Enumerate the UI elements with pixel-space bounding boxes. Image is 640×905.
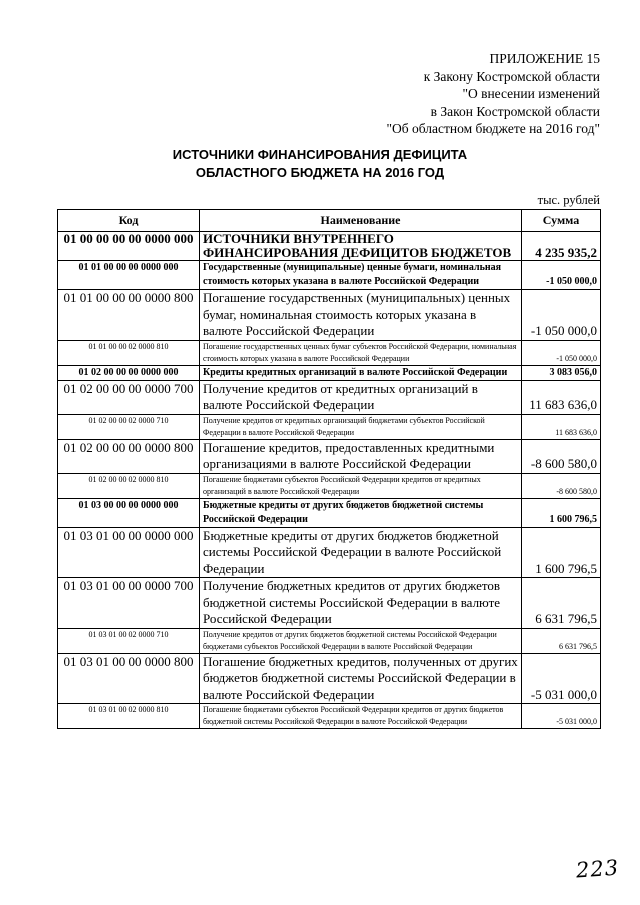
row-sum: 6 631 796,5 [522, 628, 601, 653]
appendix-block [387, 50, 601, 138]
table-row [58, 261, 601, 290]
row-code: 01 03 01 00 00 0000 000 [58, 527, 200, 578]
header-name: Наименование [200, 210, 522, 232]
document-title [0, 146, 640, 182]
appendix-line: ПРИЛОЖЕНИЕ 15 [489, 51, 600, 66]
table-row [58, 527, 601, 578]
row-sum: -8 600 580,0 [522, 439, 601, 473]
table-row [58, 232, 601, 261]
row-name: Погашение государственных (муниципальных) ценных бумаг, номинальная стоимость которых указана в валюте Российской Федерации [200, 290, 522, 341]
row-sum: -8 600 580,0 [522, 473, 601, 498]
row-code: 01 01 00 00 00 0000 800 [58, 290, 200, 341]
table-row [58, 704, 601, 729]
table-row [58, 653, 601, 704]
appendix-line: в Закон Костромской области [430, 103, 600, 119]
table-header-row [58, 210, 601, 232]
row-sum: -5 031 000,0 [522, 653, 601, 704]
row-name: Государственные (муниципальные) ценные бумаги, номинальная стоимость которых указана в валюте Российской Федерации [200, 261, 522, 290]
row-code: 01 03 01 00 02 0000 810 [58, 704, 200, 729]
row-sum: -1 050 000,0 [522, 261, 601, 290]
row-code: 01 00 00 00 00 0000 000 [58, 232, 200, 261]
row-name: Получение бюджетных кредитов от других бюджетов бюджетной системы Российской Федерации в валюте Российской Федерации [200, 578, 522, 629]
table-row [58, 473, 601, 498]
row-code: 01 02 00 00 02 0000 810 [58, 473, 200, 498]
row-name: Погашение кредитов, предоставленных кредитными организациями в валюте Российской Федерации [200, 439, 522, 473]
row-code: 01 03 01 00 00 0000 700 [58, 578, 200, 629]
title-line: ОБЛАСТНОГО БЮДЖЕТА НА 2016 ГОД [195, 165, 445, 180]
table-row [58, 578, 601, 629]
row-code: 01 01 00 00 00 0000 000 [58, 261, 200, 290]
table-row [58, 380, 601, 414]
page-number: 223 [575, 855, 620, 883]
row-sum: 1 600 796,5 [522, 498, 601, 527]
row-code: 01 03 01 00 02 0000 710 [58, 628, 200, 653]
table-body [58, 232, 601, 729]
appendix-line: "О внесении изменений [462, 86, 600, 101]
row-sum: 11 683 636,0 [522, 380, 601, 414]
row-sum: 4 235 935,2 [522, 232, 601, 261]
row-name: Бюджетные кредиты от других бюджетов бюджетной системы Российской Федерации в валюте Российской Федерации [200, 527, 522, 578]
appendix-line: к Закону Костромской области [423, 68, 600, 84]
row-name: Получение кредитов от кредитных организаций бюджетами субъектов Российской Федерации в валюте Российской Федерации [200, 414, 522, 439]
row-name: Получение кредитов от кредитных организаций в валюте Российской Федерации [200, 380, 522, 414]
table-row [58, 439, 601, 473]
row-code: 01 02 00 00 00 0000 000 [58, 365, 200, 380]
appendix-line: "Об областном бюджете на 2016 год" [386, 121, 600, 136]
row-sum: 3 083 056,0 [522, 365, 601, 380]
row-sum: 6 631 796,5 [522, 578, 601, 629]
table-row [58, 365, 601, 380]
table-row [58, 628, 601, 653]
row-code: 01 03 01 00 00 0000 800 [58, 653, 200, 704]
row-name: Бюджетные кредиты от других бюджетов бюджетной системы Российской Федерации [200, 498, 522, 527]
row-name: Погашение бюджетами субъектов Российской Федерации кредитов от кредитных организаций в валюте Российской Федерации [200, 473, 522, 498]
financing-sources-table [57, 209, 601, 729]
header-code: Код [58, 210, 200, 232]
row-code: 01 02 00 00 02 0000 710 [58, 414, 200, 439]
table-row [58, 340, 601, 365]
row-name: Получение кредитов от других бюджетов бюджетной системы Российской Федерации бюджетами субъектов Российской Федерации в валюте Российской Федерации [200, 628, 522, 653]
row-sum: -1 050 000,0 [522, 340, 601, 365]
row-name: Погашение государственных ценных бумаг субъектов Российской Федерации, номинальная стоимость которых указана в валюте Российской Федерации [200, 340, 522, 365]
row-sum: -5 031 000,0 [522, 704, 601, 729]
row-sum: -1 050 000,0 [522, 290, 601, 341]
title-line: ИСТОЧНИКИ ФИНАНСИРОВАНИЯ ДЕФИЦИТА [172, 147, 468, 162]
row-code: 01 02 00 00 00 0000 800 [58, 439, 200, 473]
row-code: 01 01 00 00 02 0000 810 [58, 340, 200, 365]
row-name: Кредиты кредитных организаций в валюте Российской Федерации [200, 365, 522, 380]
row-name: ИСТОЧНИКИ ВНУТРЕННЕГО ФИНАНСИРОВАНИЯ ДЕФИЦИТОВ БЮДЖЕТОВ [200, 232, 522, 261]
table-row [58, 498, 601, 527]
row-sum: 1 600 796,5 [522, 527, 601, 578]
header-sum: Сумма [522, 210, 601, 232]
row-name: Погашение бюджетами субъектов Российской Федерации кредитов от других бюджетов бюджетной системы Российской Федерации в валюте Российской Федерации [200, 704, 522, 729]
row-sum: 11 683 636,0 [522, 414, 601, 439]
table-row [58, 414, 601, 439]
row-code: 01 03 00 00 00 0000 000 [58, 498, 200, 527]
table-row [58, 290, 601, 341]
row-name: Погашение бюджетных кредитов, полученных от других бюджетов бюджетной системы Российской Федерации в валюте Российской Федерации [200, 653, 522, 704]
units-label: тыс. рублей [537, 193, 600, 207]
row-code: 01 02 00 00 00 0000 700 [58, 380, 200, 414]
